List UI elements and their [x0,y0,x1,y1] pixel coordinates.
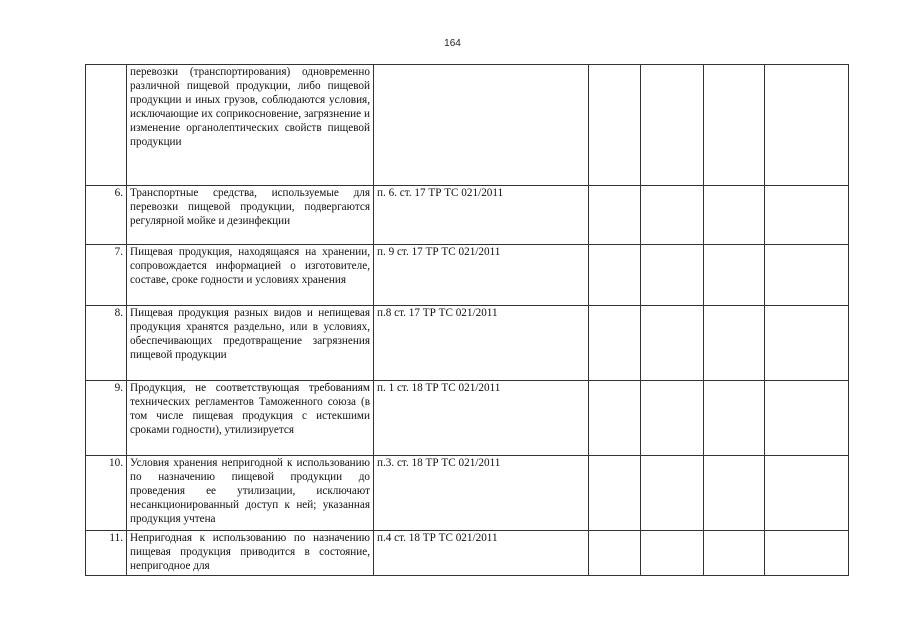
table-row [86,456,849,531]
table-row [86,186,849,245]
empty-cell [704,65,765,186]
empty-cell [589,531,641,576]
empty-cell [589,456,641,531]
requirement-text: Условия хранения непригодной к использованию по назначению пищевой продукции до проведения ее утилизации, исключают несанкционированный доступ к ней; указанная продукция учтена [127,456,374,531]
reference-text: п.3. ст. 18 ТР ТС 021/2011 [374,456,589,531]
empty-cell [704,531,765,576]
empty-cell [765,531,849,576]
requirements-table [85,64,849,576]
empty-cell [704,186,765,245]
row-number: 6. [86,186,127,245]
table-row [86,531,849,576]
empty-cell [765,456,849,531]
requirement-text: Пищевая продукция разных видов и непищевая продукция хранятся раздельно, или в условиях, обеспечивающих предотвращение загрязнения пищевой продукции [127,306,374,381]
empty-cell [641,65,704,186]
table-row [86,381,849,456]
empty-cell [704,306,765,381]
empty-cell [589,245,641,306]
empty-cell [589,186,641,245]
reference-text [374,65,589,186]
row-number: 11. [86,531,127,576]
empty-cell [765,306,849,381]
requirement-text: Транспортные средства, используемые для перевозки пищевой продукции, подвергаются регулярной мойке и дезинфекции [127,186,374,245]
empty-cell [589,65,641,186]
row-number: 7. [86,245,127,306]
empty-cell [641,531,704,576]
page-number: 164 [444,38,461,49]
empty-cell [765,186,849,245]
empty-cell [765,381,849,456]
row-number: 10. [86,456,127,531]
row-number [86,65,127,186]
reference-text: п. 6. ст. 17 ТР ТС 021/2011 [374,186,589,245]
reference-text: п.4 ст. 18 ТР ТС 021/2011 [374,531,589,576]
table-row [86,245,849,306]
empty-cell [589,381,641,456]
table-row [86,306,849,381]
empty-cell [704,456,765,531]
reference-text: п. 1 ст. 18 ТР ТС 021/2011 [374,381,589,456]
empty-cell [641,306,704,381]
requirement-text: Непригодная к использованию по назначению пищевая продукция приводится в состояние, непригодное для [127,531,374,576]
empty-cell [641,456,704,531]
reference-text: п.8 ст. 17 ТР ТС 021/2011 [374,306,589,381]
empty-cell [641,186,704,245]
reference-text: п. 9 ст. 17 ТР ТС 021/2011 [374,245,589,306]
requirement-text: перевозки (транспортирования) одновременно различной пищевой продукции, либо пищевой продукции и иных грузов, соблюдаются условия, исключающие их соприкосновение, загрязнение и изменение органолептических свойств пищевой продукции [127,65,374,186]
empty-cell [589,306,641,381]
requirement-text: Продукция, не соответствующая требованиям технических регламентов Таможенного союза (в том числе пищевая продукция с истекшими сроками годности), утилизируется [127,381,374,456]
empty-cell [704,381,765,456]
row-number: 8. [86,306,127,381]
empty-cell [765,65,849,186]
empty-cell [765,245,849,306]
row-number: 9. [86,381,127,456]
requirement-text: Пищевая продукция, находящаяся на хранении, сопровождается информацией о изготовителе, составе, сроке годности и условиях хранения [127,245,374,306]
empty-cell [641,245,704,306]
table-row [86,65,849,186]
empty-cell [704,245,765,306]
empty-cell [641,381,704,456]
